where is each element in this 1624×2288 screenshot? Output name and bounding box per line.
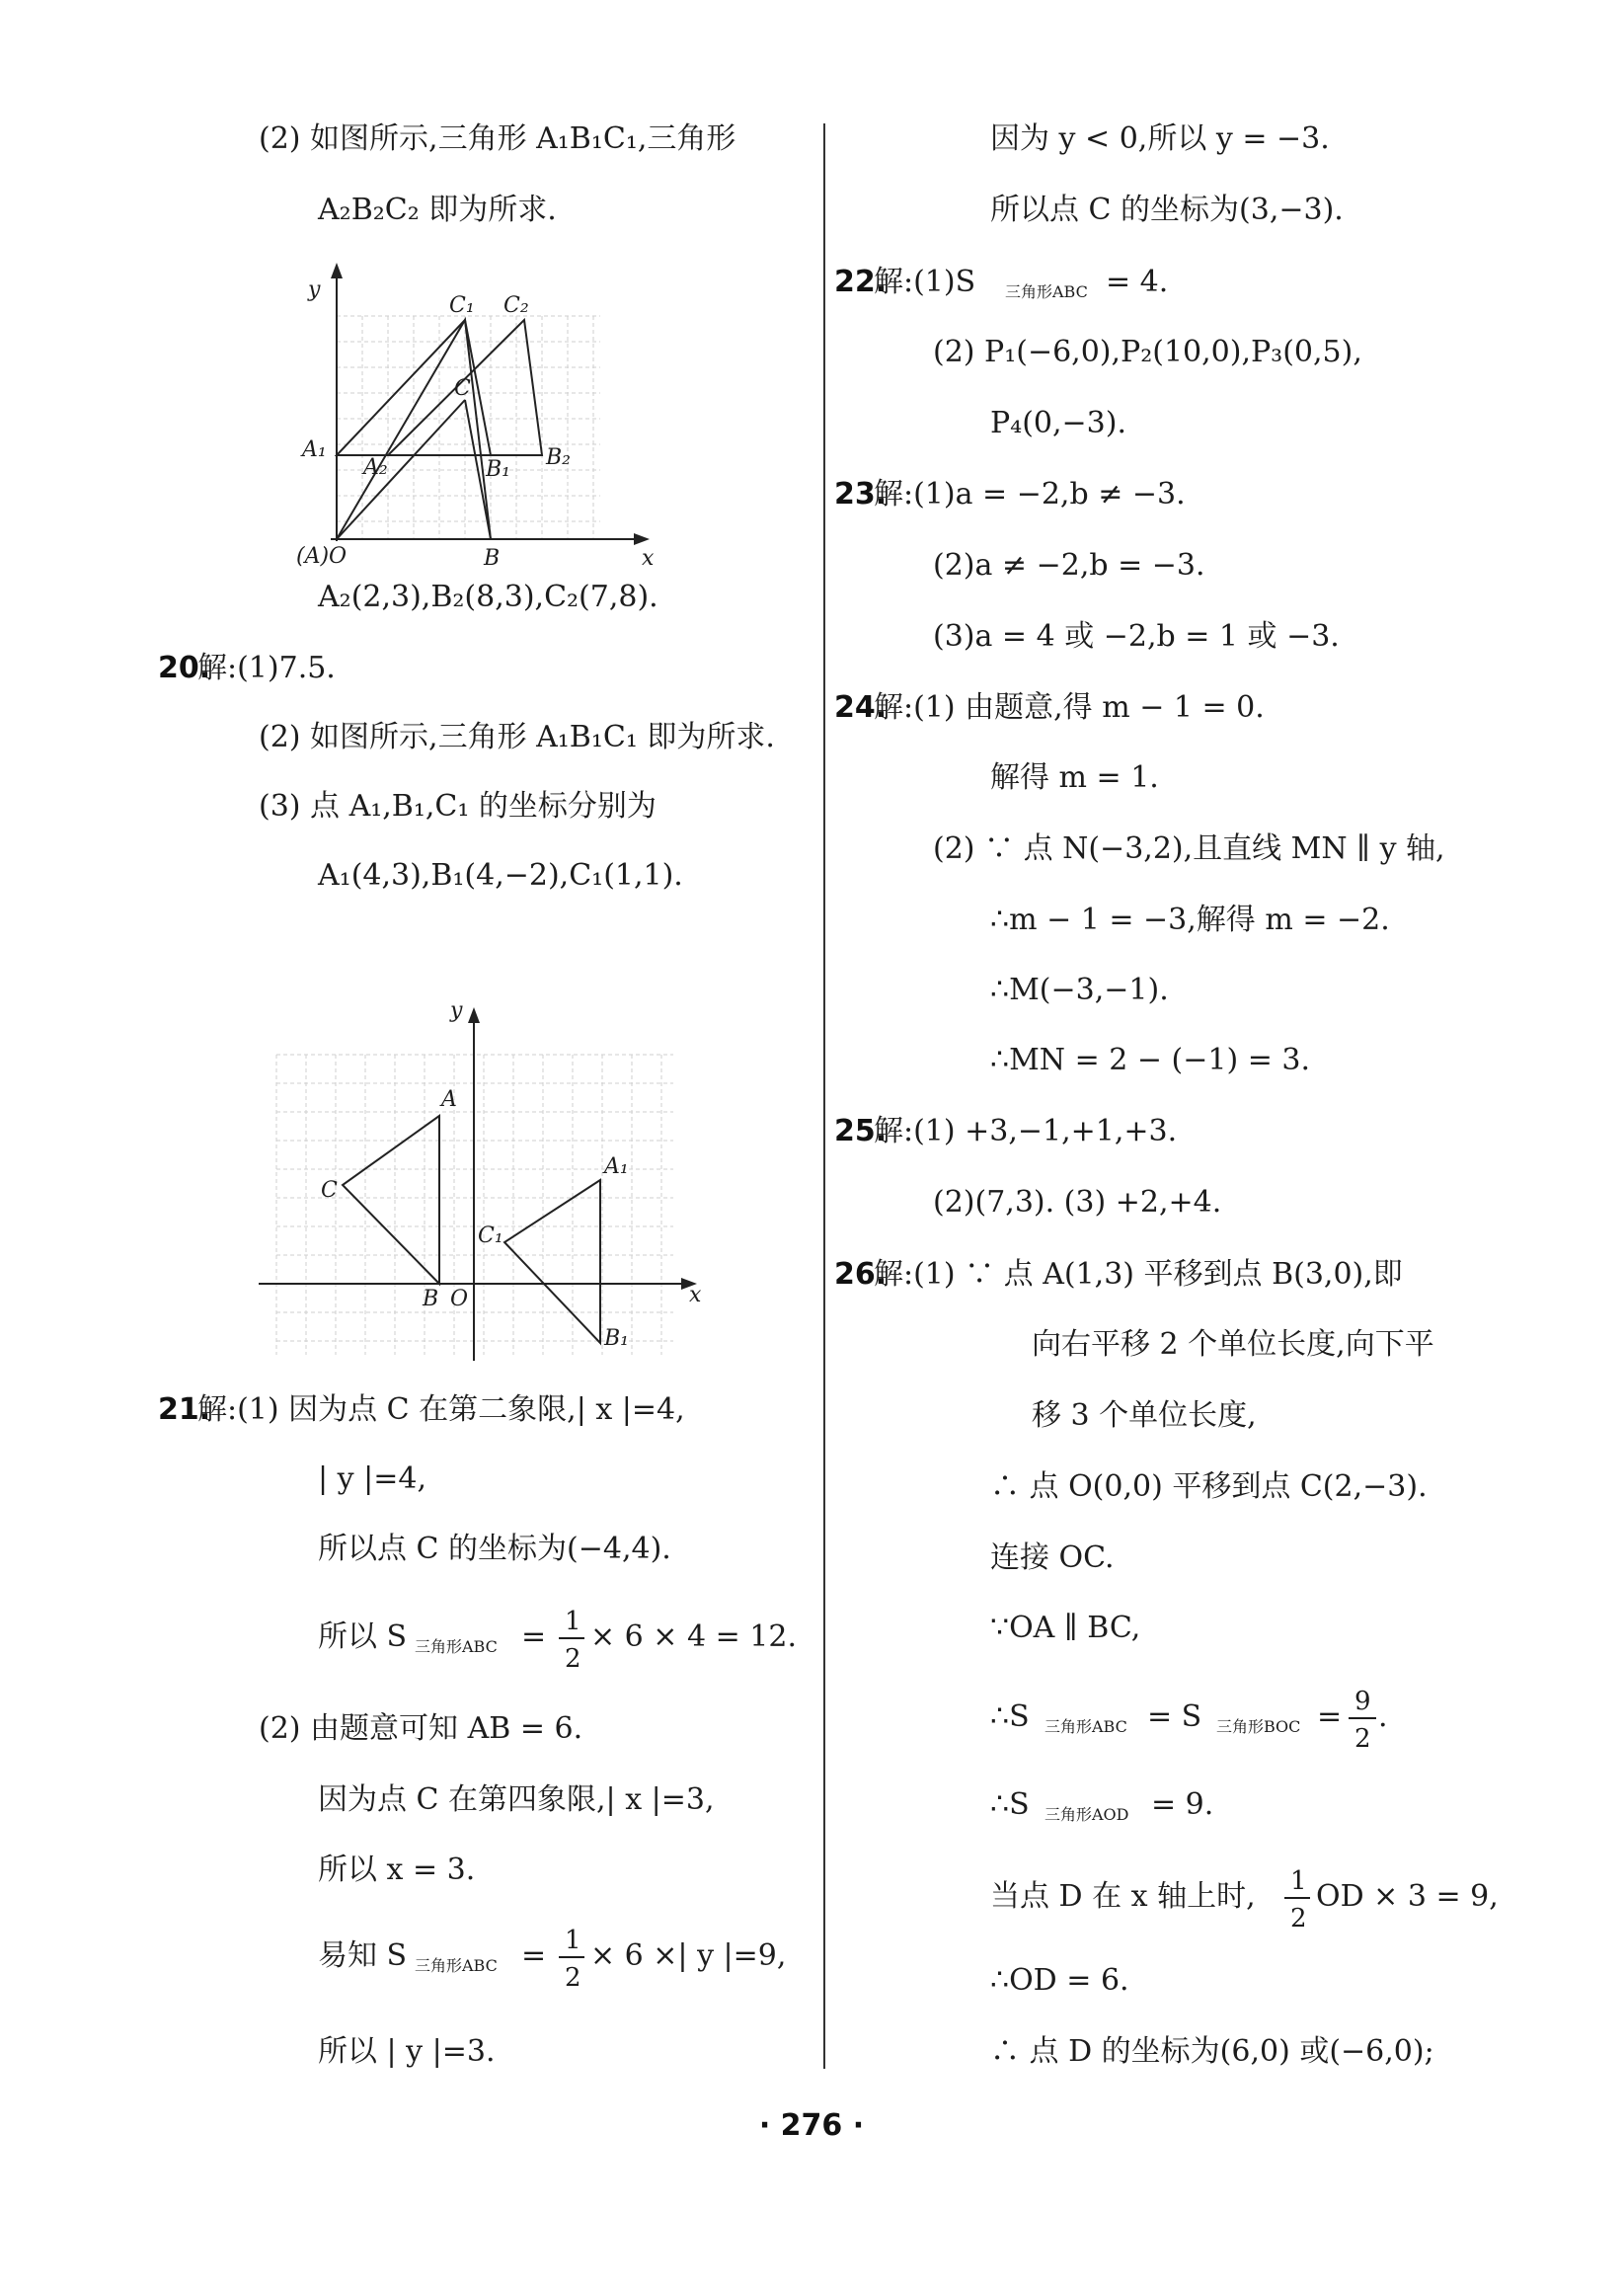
fig1-label-y: y (308, 277, 321, 302)
fig2-label-B: B (423, 1287, 439, 1311)
q21-part1-area-pre: 所以 S (318, 1619, 408, 1654)
q23-part3: (3)a = 4 或 −2,b = 1 或 −3. (933, 619, 1340, 654)
fig1-label-A1: A₁ (302, 437, 327, 462)
fig1-triangle-ABC-side (337, 400, 465, 539)
q24-part1: 解:(1) 由题意,得 m − 1 = 0. (874, 690, 1265, 725)
fig2-label-A1: A₁ (604, 1154, 629, 1179)
q25-part2-3: (2)(7,3). (3) +2,+4. (933, 1185, 1222, 1220)
q21-part2-area-eq: = (521, 1938, 547, 1973)
q22-number: 22. (834, 265, 888, 299)
q26-D-coords: ∴ 点 D 的坐标为(6,0) 或(−6,0); (990, 2034, 1434, 2069)
fig2-label-B1: B₁ (604, 1326, 629, 1351)
fig2-y-arrow (468, 1007, 480, 1023)
q24-part1-solve: 解得 m = 1. (990, 760, 1159, 795)
q21-part1-line1: 解:(1) 因为点 C 在第二象限,| x |=4, (197, 1392, 685, 1427)
q22-part2-line1: (2) P₁(−6,0),P₂(10,0),P₃(0,5), (933, 335, 1362, 369)
q24-part2-line3: ∴M(−3,−1). (990, 973, 1169, 1007)
q21-part2-line1: (2) 由题意可知 AB = 6. (259, 1711, 583, 1746)
q26-part1-line5: 连接 OC. (990, 1540, 1115, 1575)
q20-number: 20. (158, 651, 211, 685)
fig1-label-B: B (484, 546, 501, 571)
q21-part1-area-subscript: 三角形ABC (415, 1637, 498, 1656)
q26-frac-num: 9 (1354, 1687, 1371, 1716)
fig2-triangle-A1B1C1 (504, 1180, 600, 1343)
q20-part1: 解:(1)7.5. (197, 651, 336, 685)
fig1-label-C2: C₂ (503, 293, 529, 318)
q21-part1-line3: 所以点 C 的坐标为(−4,4). (318, 1532, 671, 1566)
q25-part1: 解:(1) +3,−1,+1,+3. (874, 1114, 1178, 1148)
q21-part1-area-post: × 6 × 4 = 12. (590, 1619, 797, 1654)
fig2-label-C1: C₁ (478, 1223, 503, 1248)
fig1-label-B2: B₂ (546, 445, 571, 470)
q20-part3-coords: A₁(4,3),B₁(4,−2),C₁(1,1). (318, 858, 683, 893)
q25-number: 25. (834, 1114, 888, 1148)
figure-1-coordinate-grid (296, 263, 655, 571)
q23-part2: (2)a ≠ −2,b = −3. (933, 548, 1205, 583)
q26-area-eq-c: = (1317, 1699, 1343, 1734)
q26-area-eq-sub2: 三角形BOC (1216, 1717, 1301, 1736)
fig1-y-arrow (331, 263, 343, 278)
q26-area-eq-a: ∴S (990, 1699, 1030, 1734)
q26-part1-line6: ∵OA ∥ BC, (990, 1611, 1141, 1645)
q21-part2-line3: 所以 x = 3. (318, 1853, 476, 1887)
fig2-label-A: A (441, 1087, 457, 1112)
q26-area-eq-sub1: 三角形ABC (1044, 1717, 1127, 1736)
q26-D-on-x-post: OD × 3 = 9, (1316, 1879, 1499, 1914)
q24-number: 24. (834, 690, 888, 725)
q21-part2-line5: 所以 | y |=3. (318, 2034, 496, 2069)
q23-part1: 解:(1)a = −2,b ≠ −3. (874, 477, 1186, 512)
q26-area-AOD-pre: ∴S (990, 1787, 1030, 1822)
q26-OD: ∴OD = 6. (990, 1963, 1129, 1998)
r-line-C-coord: 所以点 C 的坐标为(3,−3). (990, 193, 1344, 227)
q26-number: 26. (834, 1257, 888, 1292)
q21-part2-area-pre: 易知 S (318, 1938, 408, 1973)
fig1-label-C: C (454, 376, 471, 401)
q20-part2: (2) 如图所示,三角形 A₁B₁C₁ 即为所求. (259, 720, 775, 754)
q22-part1-pre: 解:(1)S (874, 265, 976, 299)
figure-2-coordinate-grid (259, 998, 702, 1361)
q21-number: 21. (158, 1392, 211, 1427)
fig1-label-x: x (642, 546, 655, 571)
fig2-label-C: C (321, 1178, 338, 1203)
q21-part2-area-post: × 6 ×| y |=9, (590, 1938, 787, 1973)
q19-part2-line1: (2) 如图所示,三角形 A₁B₁C₁,三角形 (259, 121, 736, 156)
fig2-label-x: x (689, 1283, 702, 1307)
q19-part2-line2: A₂B₂C₂ 即为所求. (318, 193, 557, 227)
q26-area-AOD-post: = 9. (1151, 1787, 1214, 1822)
q20-part3: (3) 点 A₁,B₁,C₁ 的坐标分别为 (259, 789, 657, 824)
r-line-y-negative: 因为 y < 0,所以 y = −3. (990, 121, 1330, 156)
q21-part1-frac-den: 2 (565, 1644, 581, 1674)
fig2-label-O: O (450, 1287, 469, 1311)
q26-D-frac-num: 1 (1290, 1866, 1307, 1896)
page-number: · 276 · (758, 2108, 865, 2143)
q21-part2-area-subscript: 三角形ABC (415, 1956, 498, 1975)
q23-number: 23. (834, 477, 888, 512)
fig1-label-C1: C₁ (449, 293, 475, 318)
q21-part2-frac-den: 2 (565, 1963, 581, 1993)
q26-part1-line2: 向右平移 2 个单位长度,向下平 (1032, 1327, 1434, 1362)
q21-part2-frac-num: 1 (565, 1926, 581, 1955)
q19-coordinates: A₂(2,3),B₂(8,3),C₂(7,8). (318, 580, 658, 614)
fig1-x-arrow (634, 533, 650, 545)
q21-part1-line2: | y |=4, (318, 1461, 426, 1496)
q26-part1-line1: 解:(1) ∵ 点 A(1,3) 平移到点 B(3,0),即 (874, 1257, 1403, 1292)
q26-area-eq-b: = S (1147, 1699, 1202, 1734)
q22-part1-subscript: 三角形ABC (1005, 282, 1088, 301)
q26-area-AOD-sub: 三角形AOD (1044, 1805, 1129, 1824)
q26-area-eq-period: . (1378, 1699, 1388, 1734)
q22-part2-line2: P₄(0,−3). (990, 406, 1127, 440)
fig1-label-origin: (A)O (296, 544, 348, 569)
q24-part2-line2: ∴m − 1 = −3,解得 m = −2. (990, 903, 1390, 937)
q21-part2-line2: 因为点 C 在第四象限,| x |=3, (318, 1782, 715, 1817)
q21-part1-frac-num: 1 (565, 1607, 581, 1636)
q26-D-frac-den: 2 (1290, 1904, 1307, 1933)
q24-part2-line4: ∴MN = 2 − (−1) = 3. (990, 1043, 1311, 1077)
fig1-label-A2: A₂ (363, 455, 388, 480)
q26-frac-den: 2 (1354, 1724, 1371, 1754)
q26-D-on-x-pre: 当点 D 在 x 轴上时, (990, 1879, 1256, 1914)
fig1-label-B1: B₁ (486, 457, 510, 482)
fig2-label-y: y (450, 998, 463, 1023)
q26-part1-line3: 移 3 个单位长度, (1032, 1398, 1257, 1433)
q26-part1-line4: ∴ 点 O(0,0) 平移到点 C(2,−3). (990, 1469, 1428, 1504)
q22-part1-post: = 4. (1106, 265, 1169, 299)
q24-part2-line1: (2) ∵ 点 N(−3,2),且直线 MN ∥ y 轴, (933, 831, 1445, 866)
q21-part1-area-eq: = (521, 1619, 547, 1654)
